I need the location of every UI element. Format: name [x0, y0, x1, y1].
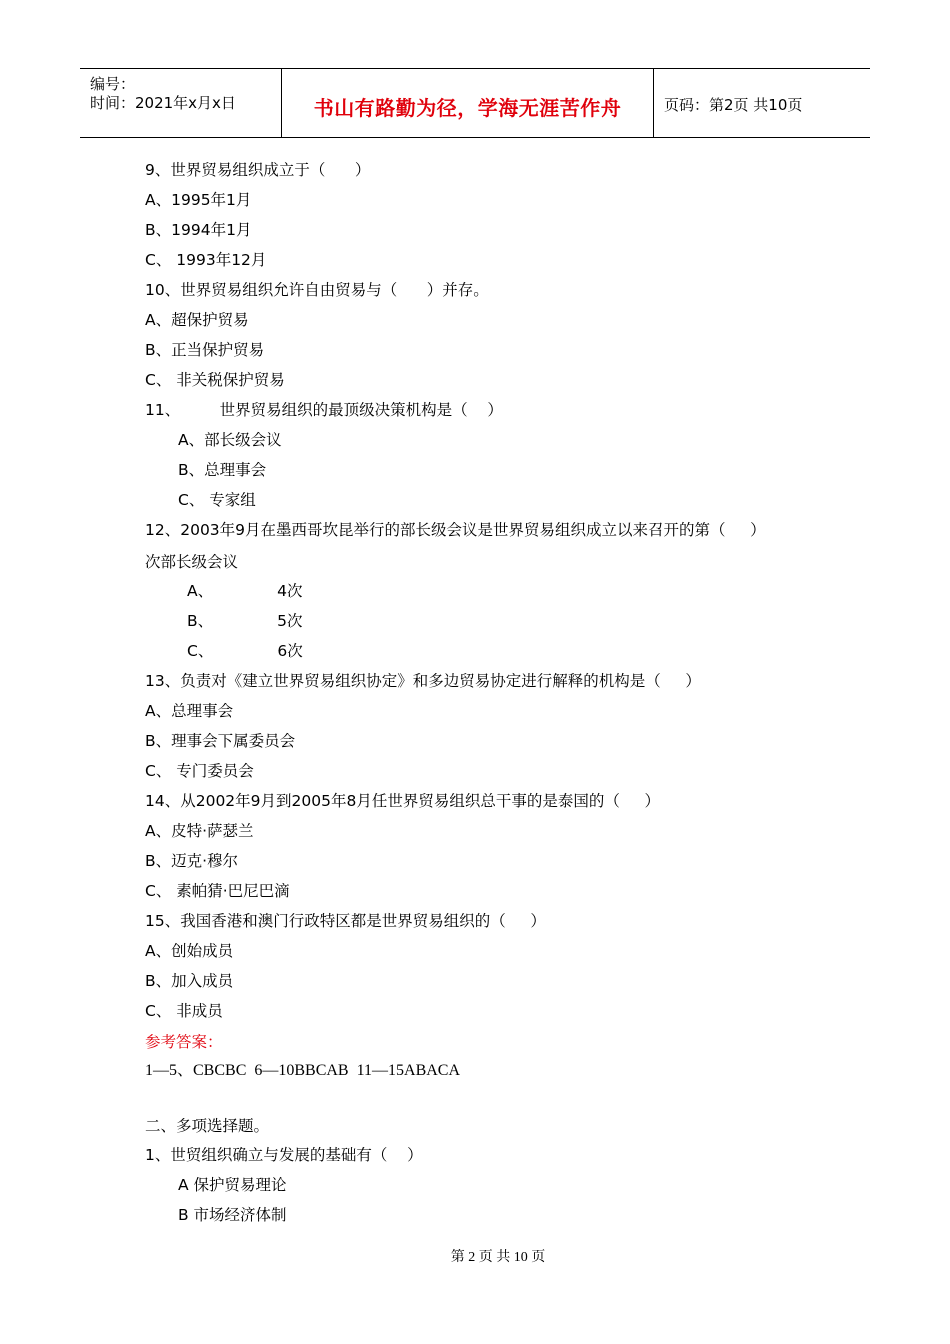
document-code-label: 编号： — [90, 75, 136, 93]
header-table — [80, 68, 870, 138]
option-14c: C、 素帕猜·巴尼巴滴 — [145, 882, 290, 900]
answer-title: 参考答案： — [145, 1033, 223, 1051]
question-13: 13、负责对《建立世界贸易组织协定》和多边贸易协定进行解释的机构是（ ） — [145, 672, 701, 690]
option-13b: B、理事会下属委员会 — [145, 732, 296, 750]
section-2-title: 二、多项选择题。 — [145, 1117, 270, 1135]
option-15c: C、 非成员 — [145, 1002, 223, 1020]
option-9a: A、1995年1月 — [145, 191, 252, 209]
document-time-label: 时间：2021年x月x日 — [90, 94, 236, 112]
header-right-cell — [654, 69, 870, 137]
option-9c: C、 1993年12月 — [145, 251, 267, 269]
header-middle-cell — [282, 69, 654, 137]
option-14a: A、皮特·萨瑟兰 — [145, 822, 254, 840]
option-12a: A、 4次 — [187, 582, 303, 600]
question-11: 11、 世界贸易组织的最顶级决策机构是（ ） — [145, 401, 503, 419]
header-page-info: 页码：第2页 共10页 — [664, 96, 803, 114]
question-15: 15、我国香港和澳门行政特区都是世界贸易组织的（ ） — [145, 912, 546, 930]
question-14: 14、从2002年9月到2005年8月任世界贸易组织总干事的是泰国的（ ） — [145, 792, 660, 810]
option-15a: A、创始成员 — [145, 942, 234, 960]
option-12c: C、 6次 — [187, 642, 303, 660]
option-10c: C、 非关税保护贸易 — [145, 371, 285, 389]
option-12b: B、 5次 — [187, 612, 303, 630]
header-motto: 书山有路勤为径，学海无涯苦作舟 — [313, 96, 622, 120]
page-footer: 第 2 页 共 10 页 — [450, 1250, 546, 1265]
option-11c: C、 专家组 — [178, 491, 256, 509]
multi-option-1a: A 保护贸易理论 — [178, 1176, 287, 1194]
option-10a: A、超保护贸易 — [145, 311, 249, 329]
multi-option-1b: B 市场经济体制 — [178, 1206, 287, 1224]
option-13a: A、总理事会 — [145, 702, 234, 720]
question-10: 10、世界贸易组织允许自由贸易与（ ）并存。 — [145, 281, 489, 299]
multi-question-1: 1、世贸组织确立与发展的基础有（ ） — [145, 1146, 423, 1164]
header-left-cell — [80, 69, 282, 137]
option-9b: B、1994年1月 — [145, 221, 252, 239]
option-10b: B、正当保护贸易 — [145, 341, 265, 359]
option-11a: A、部长级会议 — [178, 431, 282, 449]
option-15b: B、加入成员 — [145, 972, 234, 990]
option-11b: B、总理事会 — [178, 461, 267, 479]
option-13c: C、 专门委员会 — [145, 762, 254, 780]
question-12-continued: 次部长级会议 — [145, 553, 239, 571]
option-14b: B、迈克·穆尔 — [145, 852, 239, 870]
answer-key: 1—5、CBCBC 6—10BBCAB 11—15ABACA — [145, 1062, 461, 1079]
question-12: 12、2003年9月在墨西哥坎昆举行的部长级会议是世界贸易组织成立以来召开的第（ ） — [145, 521, 766, 539]
question-9: 9、世界贸易组织成立于（ ） — [145, 161, 371, 179]
